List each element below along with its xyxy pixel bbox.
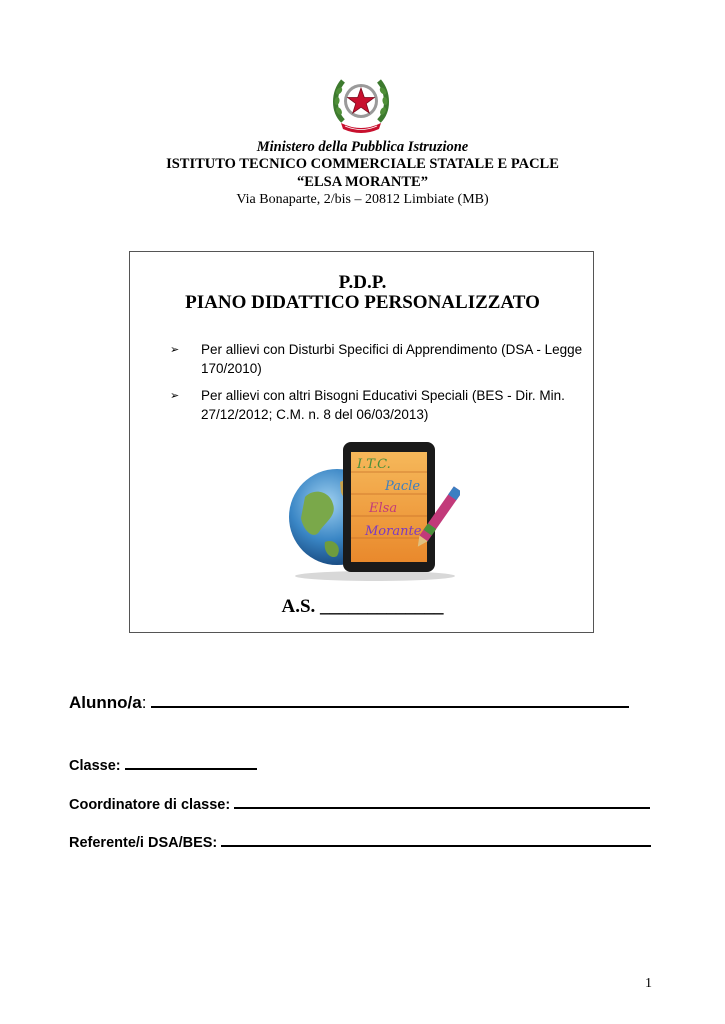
- referent-field: [69, 831, 651, 851]
- page-number: 1: [645, 976, 652, 991]
- student-field: [69, 692, 629, 713]
- cover-box: [129, 251, 594, 633]
- class-blank-line: [125, 754, 257, 770]
- document-title-short: P.D.P.: [338, 272, 387, 293]
- tablet-line-4: Morante: [365, 524, 422, 539]
- tablet-line-1: I.T.C.: [357, 457, 391, 472]
- italian-republic-emblem-icon: [331, 71, 391, 135]
- referent-blank-line: [221, 831, 651, 847]
- class-label: Classe:: [69, 758, 121, 774]
- coordinator-field: [69, 793, 650, 813]
- referent-label: Referente/i DSA/BES:: [69, 835, 218, 851]
- school-address: Via Bonaparte, 2/bis – 20812 Limbiate (MB): [236, 192, 489, 207]
- ministry-name: Ministero della Pubblica Istruzione: [256, 139, 469, 155]
- school-year-field: A.S. _____________: [281, 596, 444, 617]
- tablet-line-2: Pacle: [385, 479, 421, 494]
- student-label-colon: :: [141, 693, 147, 712]
- coordinator-blank-line: [234, 793, 650, 809]
- bullet-dsa-text: Per allievi con Disturbi Specifici di Apprendimento (DSA - Legge 170/2010): [201, 342, 583, 376]
- class-field: [69, 754, 257, 774]
- globe-and-tablet-illustration: [285, 442, 460, 582]
- student-label: Alunno/a: [69, 693, 142, 712]
- bullet-bes-text: Per allievi con altri Bisogni Educativi Speciali (BES - Dir. Min. 27/12/2012; C.M. n. 8 del 06/03/2013): [201, 388, 565, 422]
- coordinator-label: Coordinatore di classe:: [69, 797, 231, 813]
- student-blank-line: [151, 692, 629, 708]
- tablet-line-3: Elsa: [369, 501, 398, 516]
- institute-name: ISTITUTO TECNICO COMMERCIALE STATALE E PACLE: [166, 156, 559, 172]
- arrow-bullet-icon: ➢: [170, 390, 180, 402]
- document-title-full: PIANO DIDATTICO PERSONALIZZATO: [185, 292, 540, 313]
- arrow-bullet-icon: ➢: [170, 344, 180, 356]
- school-name: “ELSA MORANTE”: [297, 174, 428, 190]
